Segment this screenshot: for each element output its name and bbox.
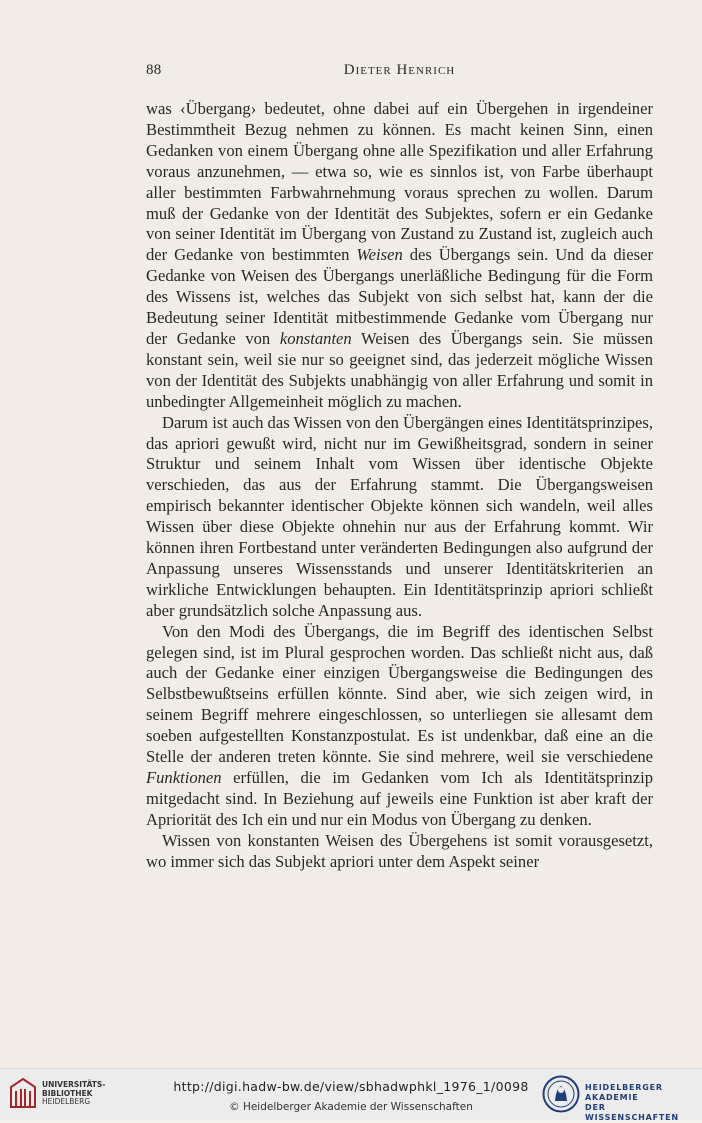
academy-name: HEIDELBERGER AKADEMIE DER WISSENSCHAFTEN: [585, 1083, 679, 1122]
running-head: Dieter Henrich: [343, 62, 456, 78]
paragraph-2: Darum ist auch das Wissen von den Übergängen eines Identitätsprinzipes, das apriori gewußt wird, nicht nur im Gewißheitsgrad, sondern in seiner Struktur und seinem Inhalt vom Wissen über identische Objekte verschieden, das aus der Erfahrung stammt. Die Übergangsweisen empirisch bekannter identischer Objekte können sich wandeln, weil alles Wissen über diese Objekte ohnehin nur aus der Erfahrung kommt. Wir können ihren Fortbestand unter veränderten Bedingungen also aufgrund der Anpassung unseres Wissensstands und unserer Identitätskriterien an wirkliche Entwicklungen behaupten. Ein Identitätsprinzip apriori schließt aber grundsätzlich solche Anpassung aus.: [146, 412, 653, 620]
page-header: [146, 62, 653, 86]
paragraph-3: Von den Modi des Übergangs, die im Begriff des identischen Selbst gelegen sind, ist im Plural gesprochen worden. Das schließt nicht aus, daß auch der Gedanke einer einzigen Übergangsweise die Bedingungen des Selbstbewußtseins erfüllen könnte. Sind aber, wie sich zeigen wird, in seinem Begriff mehrere eingeschlossen, so unterliegen sie allesamt dem soeben aufgestellten Konstanzpostulat. Es ist undenkbar, daß eine an die Stelle der anderen treten könnte. Sie sind mehrere, weil sie verschiedene Funktionen erfüllen, die im Gedanken vom Ich als Identitätsprinzip mitgedacht sind. In Beziehung auf jeweils eine Funktion ist aber kraft der Apriorität des Ich ein und nur ein Modus von Übergang zu denken.: [146, 621, 653, 829]
academy-seal-icon: [542, 1075, 580, 1113]
body-text: [146, 99, 653, 873]
copyright-notice: © Heidelberger Akademie der Wissenschaften: [229, 1101, 473, 1113]
university-library-name: UNIVERSITÄTS- BIBLIOTHEK HEIDELBERG: [42, 1080, 106, 1106]
permalink-url[interactable]: http://digi.hadw-bw.de/view/sbhadwphkl_1976_1/0098: [173, 1079, 529, 1094]
page-number: 88: [146, 62, 162, 78]
paragraph-1: was ‹Übergang› bedeutet, ohne dabei auf ein Übergehen in irgendeiner Bestimmtheit Bezug nehmen zu können. Es macht keinen Sinn, einen Gedanken von einem Übergang ohne alle Spezifikation und aller Erfahrung voraus anzunehmen, — etwa so, wie es sinnlos ist, von Farbe überhaupt aller bestimmten Farbwahrnehmung voraus sprechen zu wollen. Darum muß der Gedanke von der Identität des Subjektes, sofern er ein Gedanke von seiner Identität im Übergang von Zustand zu Zustand ist, zugleich auch der Gedanke von bestimmten Weisen des Übergangs sein. Und da dieser Gedanke von Weisen des Übergangs unerläßliche Bedingung für die Form des Wissens ist, welches das Subjekt von sich selbst hat, kann der die Bedeutung seiner Identität mitbestimmende Gedanke vom Übergang nur der Gedanke von konstanten Weisen des Übergangs sein. Sie müssen konstant sein, weil sie nur so geeignet sind, das jederzeit mögliche Wissen von der Identität des Subjekts unabhängig von aller Erfahrung und somit in unbedingter Allgemeinheit möglich zu machen.: [146, 99, 653, 411]
viewer-footer: [0, 1068, 702, 1120]
paragraph-4: Wissen von konstanten Weisen des Übergehens ist somit vorausgesetzt, wo immer sich das Subjekt apriori unter dem Aspekt seiner: [146, 830, 653, 871]
